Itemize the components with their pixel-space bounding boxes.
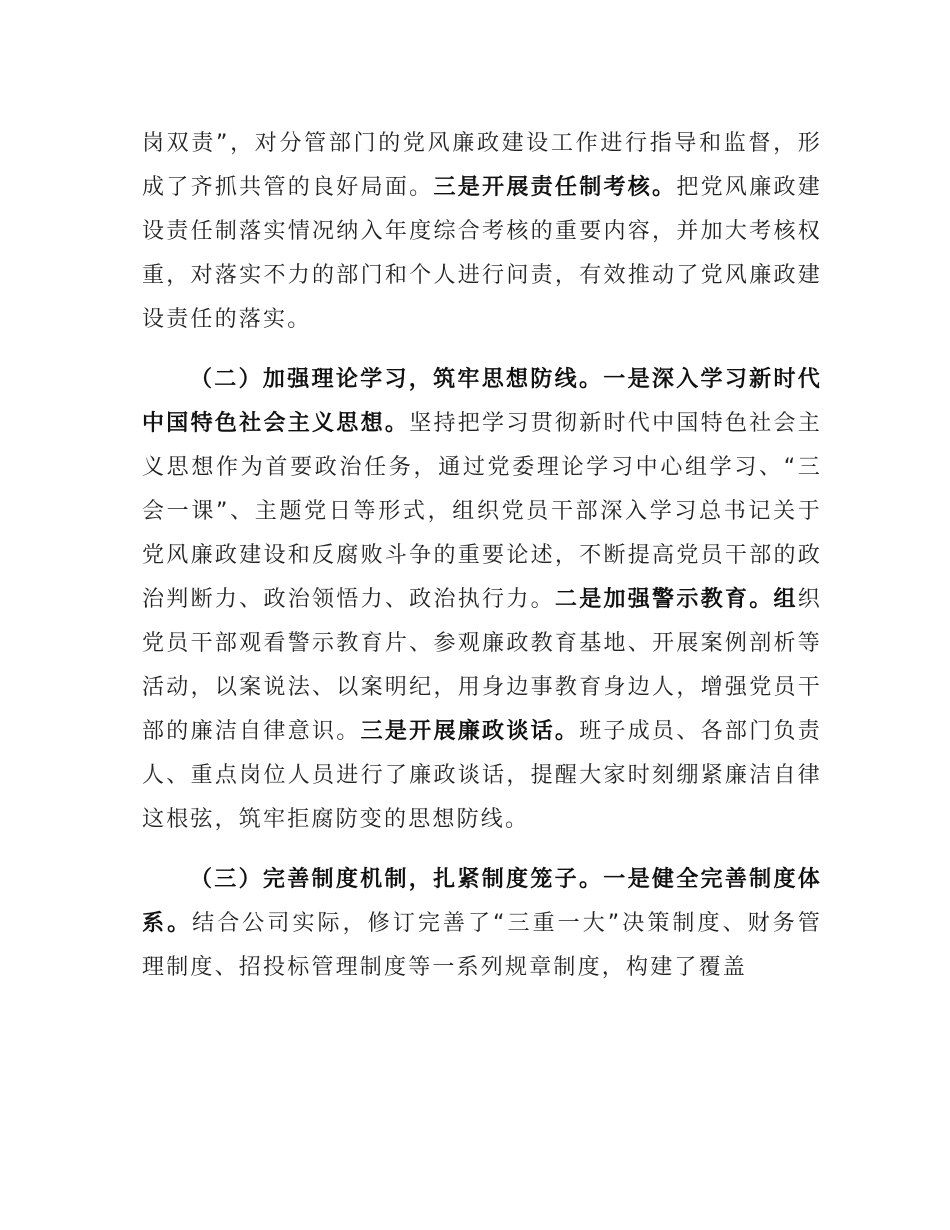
paragraph-responsibility-assessment	[142, 122, 822, 342]
text-run: 岗双责”，对分管部门的党风廉政建设工作进行指导和监督，形成了齐抓共管的良好局面。	[142, 131, 822, 200]
section-heading-run: （三）完善制度机制，扎紧制度笼子。	[190, 867, 604, 892]
bold-heading-run: 二是加强警示教育。组	[554, 587, 798, 612]
text-run: 坚持把学习贯彻新时代中国特色社会主义思想作为首要政治任务，通过党委理论学习中心组学习、“三会一课”、主题党日等形式，组织党员干部深入学习总书记关于党风廉政建设和反腐败斗争的重要论述，不断提高党员干部的政治判断力、政治领悟力、政治执行力。	[142, 411, 823, 612]
text-run: 把党风廉政建设责任制落实情况纳入年度综合考核的重要内容，并加大考核权重，对落实不力的部门和个人进行问责，有效推动了党风廉政建设责任的落实。	[142, 175, 822, 332]
text-run: 班子成员、各部门负责人、重点岗位人员进行了廉政谈话，提醒大家时刻绷紧廉洁自律这根弦，筑牢拒腐防变的思想防线。	[142, 719, 822, 832]
text-run: 结合公司实际，修订完善了“三重一大”决策制度、财务管理制度、招投标管理制度等一系列规章制度，构建了覆盖	[142, 911, 822, 980]
paragraph-theory-study	[142, 358, 822, 842]
bold-heading-run: 一是深入学习新时代中国特色社会主义思想。	[142, 367, 822, 436]
document-body	[142, 122, 822, 990]
bold-heading-run: 三是开展责任制考核。	[433, 175, 677, 200]
text-run: 织党员干部观看警示教育片、参观廉政教育基地、开展案例剖析等活动，以案说法、以案明纪，用身边事教育身边人，增强党员干部的廉洁自律意识。	[142, 587, 822, 744]
paragraph-system-mechanism	[142, 858, 822, 990]
bold-heading-run: 一是健全完善制度体系。	[142, 867, 822, 936]
bold-heading-run: 三是开展廉政谈话。	[360, 719, 580, 744]
section-heading-run: （二）加强理论学习，筑牢思想防线。	[190, 367, 604, 392]
